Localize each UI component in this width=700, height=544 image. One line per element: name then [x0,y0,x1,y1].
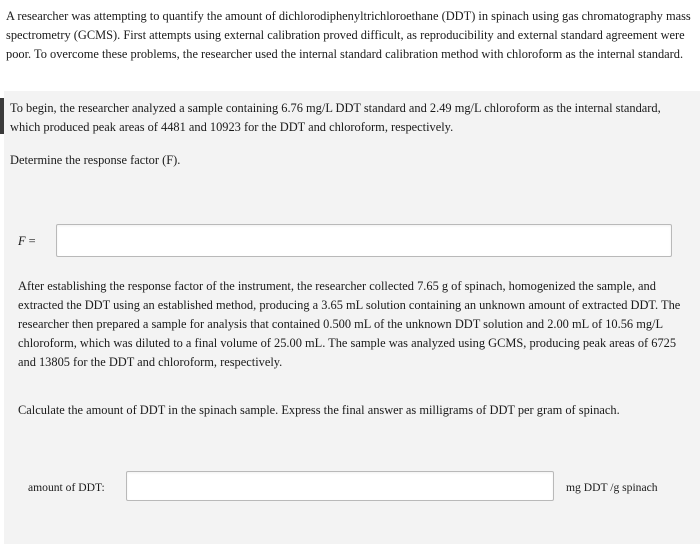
part2-description: After establishing the response factor of the instrument, the researcher collected 7.65 g of spinach, homogenized the sample, and extracted the DDT using an established method, producing a 3.65 mL solution containing an unknown amount of extracted DDT. The researcher then prepared a sample for analysis that contained 0.500 mL of the unknown DDT solution and 2.00 mL of 10.56 mg/L chloroform, which was diluted to a final volume of 25.00 mL. The sample was analyzed using GCMS, producing peak areas of 6725 and 13805 for the DDT and chloroform, respectively. [18,279,681,369]
response-factor-symbol: F [18,234,26,248]
problem-intro: A researcher was attempting to quantify the amount of dichlorodiphenyltrichloroethane (DDT) in spinach using gas chromatography mass spectrometry (GCMS). First attempts using external calibration proved difficult, as reproducibility and external standard agreement were poor. To overcome these problems, the researcher used the internal standard calibration method with chloroform as the internal standard. [6,9,691,61]
response-factor-input[interactable] [56,224,672,257]
part-marker [0,98,4,134]
part2-question: Calculate the amount of DDT in the spinach sample. Express the final answer as milligrams of DDT per gram of spinach. [18,403,620,417]
part1-question: Determine the response factor (F). [10,153,181,167]
part1-description: To begin, the researcher analyzed a sample containing 6.76 mg/L DDT standard and 2.49 mg/L chloroform as the internal standard, which produced peak areas of 4481 and 10923 for the DDT and chloroform, respectively. [10,101,661,134]
ddt-unit-label: mg DDT /g spinach [566,481,658,494]
ddt-amount-input[interactable] [126,471,554,501]
equals-sign: = [25,234,36,248]
ddt-amount-label: amount of DDT: [28,481,105,494]
response-factor-label [18,232,36,251]
